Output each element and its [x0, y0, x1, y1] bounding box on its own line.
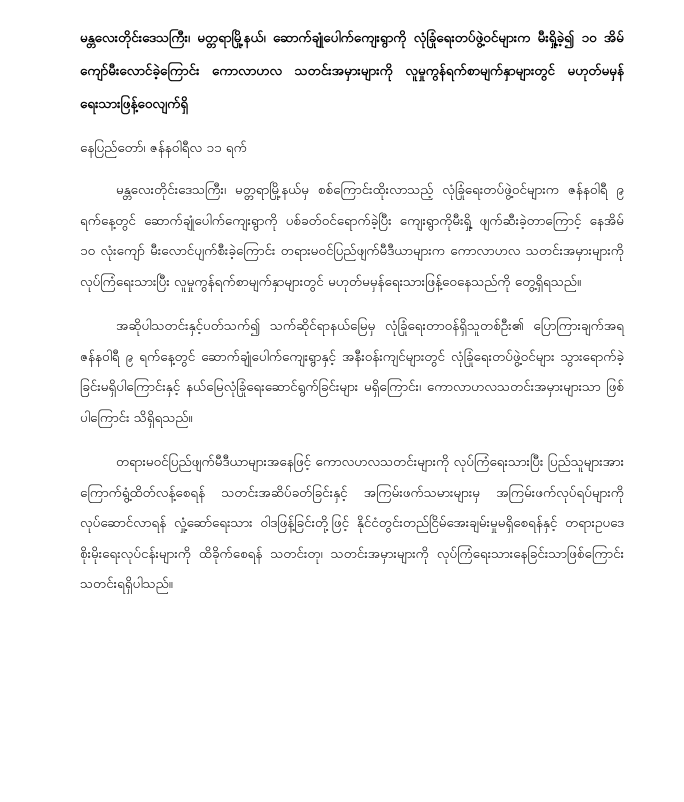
article-paragraph-1: မန္တလေးတိုင်းဒေသကြီး၊ မတ္တရာမြို့နယ်မှ စစ်ကြောင်းထိုးလာသည့် လုံခြုံရေးတပ်ဖွဲ့ဝင်များက ဇန်နဝါရီ ၉ ရက်နေ့တွင် ဆောက်ချုံပေါက်ကျေးရွာကို ပစ်ခတ်ဝင်ရောက်ခဲ့ပြီး ကျေးရွာကိုမီးရှို့ ဖျက်ဆီးခဲ့တာကြောင့် နေအိမ် ၁၀ လုံးကျော် မီးလောင်ပျက်စီးခဲ့ကြောင်း တရားမဝင်ပြည်ဖျက်မီဒီယာများက ကောလာဟလ သတင်းအမှားများကို လုပ်ကြံရေးသားပြီး လူမှုကွန်ရက်စာမျက်နှာများတွင် မဟုတ်မမှန်ရေးသားဖြန့်ဝေနေသည်ကို တွေ့ရှိရသည်။: [80, 182, 624, 290]
article-paragraph-3: တရားမဝင်ပြည်ဖျက်မီဒီယာများအနေဖြင့် ကောလဟလသတင်းများကို လုပ်ကြံရေးသားပြီး ပြည်သူများအား ကြောက်ရွံ့ထိတ်လန့်စေရန် သတင်းအဆိပ်ခတ်ခြင်းနှင့် အကြမ်းဖက်သမားများမှ အကြမ်းဖက်လုပ်ရပ်များကို လုပ်ဆောင်လာရန် လှုံ့ဆော်ရေးသား ဝါဒဖြန့်ခြင်းတို့ဖြင့် နိုင်ငံတွင်းတည်ငြိမ်အေးချမ်းမှုမရှိစေရန်နှင့် တရားဥပဒေ စိုးမိုးရေးလုပ်ငန်းများကို ထိခိုက်စေရန် သတင်းတု၊ သတင်းအမှားများကို လုပ်ကြံရေးသားနေခြင်းသာဖြစ်ကြောင်း သတင်းရရှိပါသည်။: [80, 454, 624, 592]
article-dateline: နေပြည်တော်၊ ဇန်နဝါရီလ ၁၁ ရက်: [80, 140, 247, 156]
article-headline: မန္တလေးတိုင်းဒေသကြီး၊ မတ္တရာမြို့နယ်၊ ဆောက်ချုံပေါက်ကျေးရွာကို လုံခြုံရေးတပ်ဖွဲ့ဝင်များက မီးရှို့ခဲ့၍ ၁၀ အိမ်ကျော်မီးလောင်ခဲ့ကြောင်း ကောလာဟလ သတင်းအမှားများကို လူမှုကွန်ရက်စာမျက်နှာများတွင် မဟုတ်မမှန်ရေးသားဖြန့်ဝေလျက်ရှိ: [80, 30, 624, 112]
article-paragraph-2: အဆိုပါသတင်းနှင့်ပတ်သက်၍ သက်ဆိုင်ရာနယ်မြေမှ လုံခြုံရေးတာဝန်ရှိသူတစ်ဦး၏ ပြောကြားချက်အရ ဇန်နဝါရီ ၉ ရက်နေ့တွင် ဆောက်ချုံပေါက်ကျေးရွာနှင့် အနီးဝန်းကျင်များတွင် လုံခြုံရေးတပ်ဖွဲ့ဝင်များ သွားရောက်ခဲ့ခြင်းမရှိပါကြောင်းနှင့် နယ်မြေလုံခြုံရေးဆောင်ရွက်ခြင်းများ မရှိကြောင်း၊ ကောလာဟလသတင်းအမှားများသာ ဖြစ်ပါကြောင်း သိရှိရသည်။: [80, 318, 624, 426]
